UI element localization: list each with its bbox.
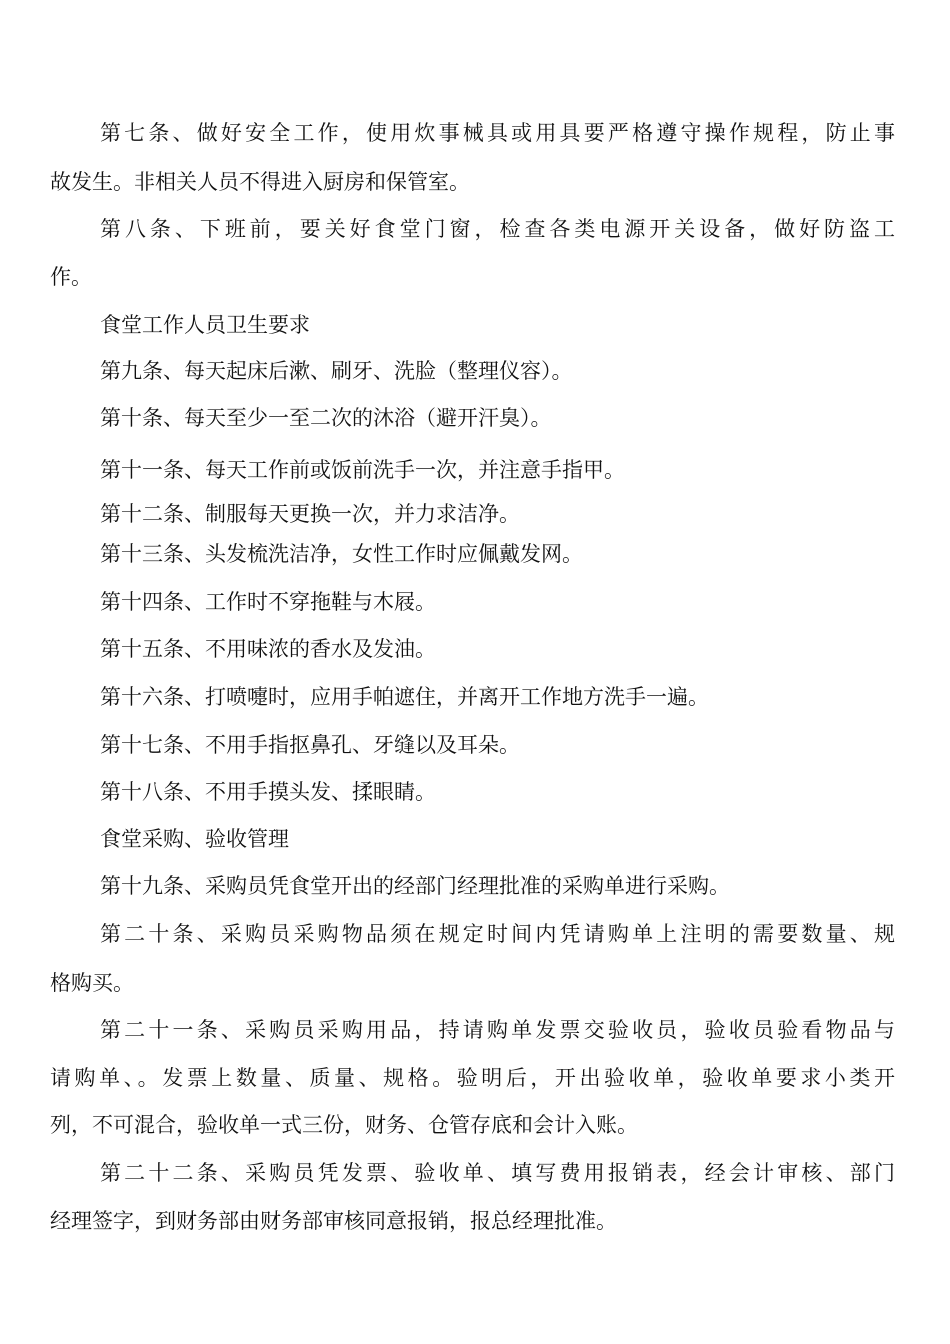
paragraph-line: 列，不可混合，验收单一式三份，财务、仓管存底和会计入账。 [50, 1113, 638, 1137]
paragraph-line: 请购单、。发票上数量、质量、规格。验明后，开出验收单，验收单要求小类开 [50, 1066, 895, 1090]
section-heading: 食堂采购、验收管理 [100, 827, 289, 851]
paragraph-line: 故发生。非相关人员不得进入厨房和保管室。 [50, 170, 470, 194]
paragraph-line: 第二十二条、采购员凭发票、验收单、填写费用报销表，经会计审核、部门 [100, 1161, 895, 1185]
paragraph-line: 第十二条、制服每天更换一次，并力求洁净。 [100, 502, 520, 526]
paragraph-line: 第七条、做好安全工作，使用炊事械具或用具要严格遵守操作规程，防止事 [100, 121, 895, 145]
paragraph-line: 第十五条、不用味浓的香水及发油。 [100, 637, 436, 661]
paragraph-line: 第九条、每天起床后漱、刷牙、洗脸（整理仪容）。 [100, 359, 573, 383]
paragraph-line: 第十九条、采购员凭食堂开出的经部门经理批准的采购单进行采购。 [100, 874, 730, 898]
paragraph-line: 第二十条、采购员采购物品须在规定时间内凭请购单上注明的需要数量、规 [100, 922, 895, 946]
paragraph-line: 第十六条、打喷嚏时，应用手帕遮住，并离开工作地方洗手一遍。 [100, 685, 709, 709]
paragraph-line: 第十七条、不用手指抠鼻孔、牙缝以及耳朵。 [100, 733, 520, 757]
paragraph-line: 格购买。 [50, 971, 134, 995]
paragraph-line: 第十八条、不用手摸头发、揉眼睛。 [100, 780, 436, 804]
paragraph-line: 作。 [50, 265, 92, 289]
paragraph-line: 经理签字，到财务部由财务部审核同意报销，报总经理批准。 [50, 1209, 617, 1233]
paragraph-line: 第十三条、头发梳洗洁净，女性工作时应佩戴发网。 [100, 542, 583, 566]
paragraph-line: 第十一条、每天工作前或饭前洗手一次，并注意手指甲。 [100, 458, 625, 482]
paragraph-line: 第二十一条、采购员采购用品，持请购单发票交验收员，验收员验看物品与 [100, 1018, 895, 1042]
paragraph-line: 第十条、每天至少一至二次的沐浴（避开汗臭）。 [100, 406, 552, 430]
section-heading: 食堂工作人员卫生要求 [100, 313, 310, 337]
paragraph-line: 第八条、下班前，要关好食堂门窗，检查各类电源开关设备，做好防盗工 [100, 217, 895, 241]
paragraph-line: 第十四条、工作时不穿拖鞋与木屐。 [100, 590, 436, 614]
